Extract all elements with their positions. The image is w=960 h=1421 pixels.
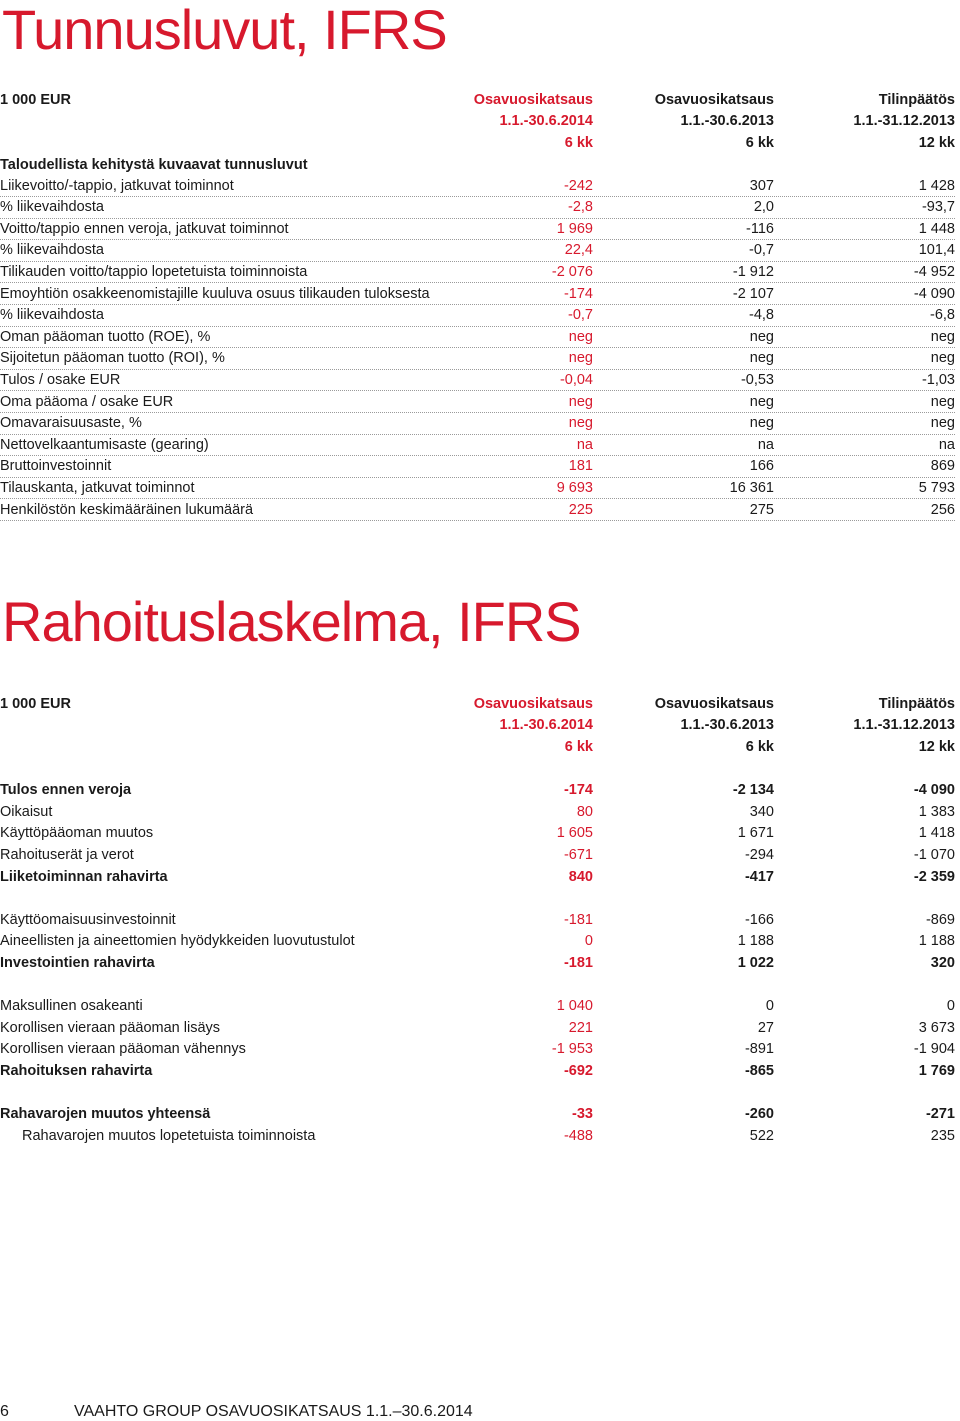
row-label: Tilikauden voitto/tappio lopetetuista toiminnoista: [0, 264, 308, 281]
value-2013: neg: [749, 328, 774, 345]
value-2013: neg: [749, 415, 774, 432]
value-fy2013: 869: [930, 458, 955, 475]
value-fy2013: 320: [930, 954, 955, 971]
value-2014: -0,7: [568, 307, 593, 324]
row-label: Korollisen vieraan pääoman vähennys: [0, 1041, 246, 1058]
value-2013: -294: [744, 846, 774, 863]
table-row: [0, 1125, 955, 1147]
table-row: [0, 866, 955, 888]
value-2014: 0: [584, 933, 593, 950]
unit-label: 1 000 EUR: [0, 91, 71, 108]
value-2013: 1 188: [737, 933, 774, 950]
col3-header: Tilinpäätös: [878, 91, 955, 108]
col2-duration: 6 kk: [745, 134, 774, 151]
key-figures-rows: [0, 175, 955, 521]
value-2014: 221: [568, 1019, 593, 1036]
row-label: Rahoituserät ja verot: [0, 846, 134, 863]
table-row: [0, 1060, 955, 1082]
value-2014: -181: [563, 911, 593, 928]
section-title: Rahoituslaskelma, IFRS: [2, 590, 581, 653]
table-row: [0, 478, 955, 500]
page-title: Tunnusluvut, IFRS: [2, 0, 447, 61]
table-row: [0, 823, 955, 845]
value-fy2013: -1,03: [921, 372, 955, 389]
header-row: [0, 111, 955, 133]
value-fy2013: 1 448: [918, 220, 955, 237]
table-row: [0, 435, 955, 457]
value-2013: -2 134: [732, 782, 774, 799]
table-row: [0, 348, 955, 370]
value-2013: -166: [744, 911, 774, 928]
row-label: % liikevaihdosta: [0, 242, 104, 259]
value-2014: neg: [568, 350, 593, 367]
subheading-row: [0, 154, 955, 176]
value-fy2013: -1 070: [913, 846, 955, 863]
value-2014: -242: [563, 177, 593, 194]
value-2014: -33: [572, 1106, 593, 1123]
col1-duration: 6 kk: [564, 134, 593, 151]
table-row: [0, 283, 955, 305]
header-row: [0, 132, 955, 154]
value-fy2013: -4 090: [913, 782, 955, 799]
row-label: Emoyhtiön osakkeenomistajille kuuluva osuus tilikauden tuloksesta: [0, 285, 430, 302]
table-row: [0, 305, 955, 327]
row-label: Henkilöstön keskimääräinen lukumäärä: [0, 501, 254, 518]
subheading: Taloudellista kehitystä kuvaavat tunnusluvut: [0, 156, 308, 173]
value-2014: -2,8: [568, 199, 593, 216]
value-fy2013: -6,8: [930, 307, 955, 324]
value-2013: 16 361: [729, 479, 774, 496]
row-label: Tulos / osake EUR: [0, 372, 121, 389]
value-2014: 1 040: [556, 998, 593, 1015]
value-fy2013: 101,4: [918, 242, 955, 259]
col3-duration: 12 kk: [918, 738, 955, 755]
table-row: [0, 952, 955, 974]
row-label: Bruttoinvestoinnit: [0, 458, 112, 475]
value-2013: 275: [749, 501, 774, 518]
col3-period: 1.1.-31.12.2013: [853, 717, 955, 734]
key-figures-table: [0, 89, 955, 521]
value-fy2013: -93,7: [921, 199, 955, 216]
value-2013: neg: [749, 393, 774, 410]
value-fy2013: 3 673: [918, 1019, 955, 1036]
table-row: [0, 931, 955, 953]
row-label: Sijoitetun pääoman tuotto (ROI), %: [0, 350, 225, 367]
header-row: [0, 693, 955, 715]
row-label: Investointien rahavirta: [0, 954, 155, 971]
value-2014: -1 953: [551, 1041, 593, 1058]
table-row: [0, 370, 955, 392]
row-label: Oman pääoman tuotto (ROE), %: [0, 328, 211, 345]
value-2014: neg: [568, 328, 593, 345]
value-2014: -671: [563, 846, 593, 863]
table-row: [0, 1017, 955, 1039]
value-fy2013: 0: [946, 998, 955, 1015]
col1-period: 1.1.-30.6.2014: [499, 717, 593, 734]
value-2013: -4,8: [749, 307, 774, 324]
value-fy2013: -4 090: [913, 285, 955, 302]
value-2013: 307: [749, 177, 774, 194]
row-label: Oikaisut: [0, 803, 53, 820]
table-row: [0, 456, 955, 478]
table-row: [0, 909, 955, 931]
page-footer: [0, 1403, 473, 1421]
row-label: % liikevaihdosta: [0, 307, 104, 324]
value-2014: 181: [568, 458, 593, 475]
value-2013: -0,7: [749, 242, 774, 259]
value-2014: neg: [568, 415, 593, 432]
value-fy2013: 5 793: [918, 479, 955, 496]
value-2014: na: [576, 436, 593, 453]
table-row: [0, 801, 955, 823]
table-row: [0, 197, 955, 219]
row-label: Käyttöpääoman muutos: [0, 825, 154, 842]
col2-header: Osavuosikatsaus: [654, 695, 774, 712]
value-fy2013: 1 428: [918, 177, 955, 194]
value-fy2013: na: [938, 436, 955, 453]
col1-duration: 6 kk: [564, 738, 593, 755]
value-2014: -181: [563, 954, 593, 971]
header-row: [0, 715, 955, 737]
col1-header: Osavuosikatsaus: [473, 91, 593, 108]
value-2013: na: [757, 436, 774, 453]
table-row: [0, 327, 955, 349]
value-fy2013: 235: [930, 1127, 955, 1144]
row-label: Maksullinen osakeanti: [0, 998, 143, 1015]
footer-text: VAAHTO GROUP OSAVUOSIKATSAUS 1.1.–30.6.2014: [74, 1403, 473, 1420]
col1-period: 1.1.-30.6.2014: [499, 113, 593, 130]
value-2013: neg: [749, 350, 774, 367]
value-fy2013: neg: [930, 328, 955, 345]
value-fy2013: 1 418: [918, 825, 955, 842]
value-2013: 1 022: [737, 954, 774, 971]
value-fy2013: 1 188: [918, 933, 955, 950]
value-2013: -2 107: [732, 285, 774, 302]
value-fy2013: neg: [930, 393, 955, 410]
value-fy2013: -2 359: [913, 868, 955, 885]
col2-duration: 6 kk: [745, 738, 774, 755]
table-row: [0, 779, 955, 801]
cash-flow-rows: [0, 779, 955, 1146]
value-fy2013: 256: [930, 501, 955, 518]
row-label: Tilauskanta, jatkuvat toiminnot: [0, 479, 195, 496]
value-2013: 1 671: [737, 825, 774, 842]
value-2014: 9 693: [556, 479, 593, 496]
table-row: [0, 1039, 955, 1061]
row-label: Oma pääoma / osake EUR: [0, 393, 174, 410]
value-2013: -891: [744, 1041, 774, 1058]
cash-flow-table: [0, 693, 955, 1146]
value-2013: 522: [749, 1127, 774, 1144]
table-row: [0, 240, 955, 262]
row-label: Aineellisten ja aineettomien hyödykkeiden luovutustulot: [0, 933, 355, 950]
row-label: Liikevoitto/-tappio, jatkuvat toiminnot: [0, 177, 234, 194]
row-label: Rahavarojen muutos yhteensä: [0, 1106, 211, 1123]
col3-duration: 12 kk: [918, 134, 955, 151]
value-fy2013: -1 904: [913, 1041, 955, 1058]
value-2014: 1 969: [556, 220, 593, 237]
value-2014: -174: [563, 285, 593, 302]
row-label: Tulos ennen veroja: [0, 782, 132, 799]
value-2013: 0: [765, 998, 774, 1015]
row-label: Rahavarojen muutos lopetetuista toiminnoista: [22, 1127, 316, 1144]
value-2014: neg: [568, 393, 593, 410]
value-2013: -417: [744, 868, 774, 885]
value-2014: 840: [568, 868, 593, 885]
value-2013: -865: [744, 1062, 774, 1079]
value-fy2013: neg: [930, 415, 955, 432]
value-2013: 166: [749, 458, 774, 475]
value-2014: -174: [563, 782, 593, 799]
row-label: Rahoituksen rahavirta: [0, 1062, 153, 1079]
col2-period: 1.1.-30.6.2013: [680, 113, 774, 130]
page-number: 6: [0, 1403, 9, 1420]
col3-period: 1.1.-31.12.2013: [853, 113, 955, 130]
table-row: [0, 995, 955, 1017]
row-label: % liikevaihdosta: [0, 199, 104, 216]
value-fy2013: -271: [925, 1106, 955, 1123]
value-2013: 2,0: [753, 199, 774, 216]
row-label: Korollisen vieraan pääoman lisäys: [0, 1019, 221, 1036]
value-2014: 1 605: [556, 825, 593, 842]
value-2014: 80: [576, 803, 593, 820]
table-row: [0, 413, 955, 435]
col1-header: Osavuosikatsaus: [473, 695, 593, 712]
table-row: [0, 499, 955, 521]
table-row: [0, 1103, 955, 1125]
unit-label: 1 000 EUR: [0, 695, 71, 712]
value-2013: -260: [744, 1106, 774, 1123]
value-2013: -116: [746, 220, 774, 237]
value-2014: -488: [563, 1127, 593, 1144]
value-2014: 225: [568, 501, 593, 518]
row-label: Liiketoiminnan rahavirta: [0, 868, 168, 885]
header-row: [0, 736, 955, 758]
value-fy2013: 1 383: [918, 803, 955, 820]
table-row: [0, 175, 955, 197]
col2-period: 1.1.-30.6.2013: [680, 717, 774, 734]
row-label: Nettovelkaantumisaste (gearing): [0, 436, 209, 453]
value-fy2013: 1 769: [918, 1062, 955, 1079]
value-fy2013: -869: [925, 911, 955, 928]
row-label: Käyttöomaisuusinvestoinnit: [0, 911, 176, 928]
header-row: [0, 89, 955, 111]
value-fy2013: neg: [930, 350, 955, 367]
table-row: [0, 262, 955, 284]
col3-header: Tilinpäätös: [878, 695, 955, 712]
row-label: Voitto/tappio ennen veroja, jatkuvat toiminnot: [0, 220, 289, 237]
value-2013: -0,53: [740, 372, 774, 389]
value-2013: 27: [757, 1019, 774, 1036]
table-row: [0, 391, 955, 413]
value-2014: -2 076: [551, 264, 593, 281]
table-row: [0, 219, 955, 241]
value-fy2013: -4 952: [913, 264, 955, 281]
value-2014: -692: [563, 1062, 593, 1079]
col2-header: Osavuosikatsaus: [654, 91, 774, 108]
value-2013: -1 912: [732, 264, 774, 281]
value-2014: -0,04: [559, 372, 593, 389]
value-2014: 22,4: [564, 242, 593, 259]
value-2013: 340: [749, 803, 774, 820]
row-label: Omavaraisuusaste, %: [0, 415, 142, 432]
table-row: [0, 844, 955, 866]
